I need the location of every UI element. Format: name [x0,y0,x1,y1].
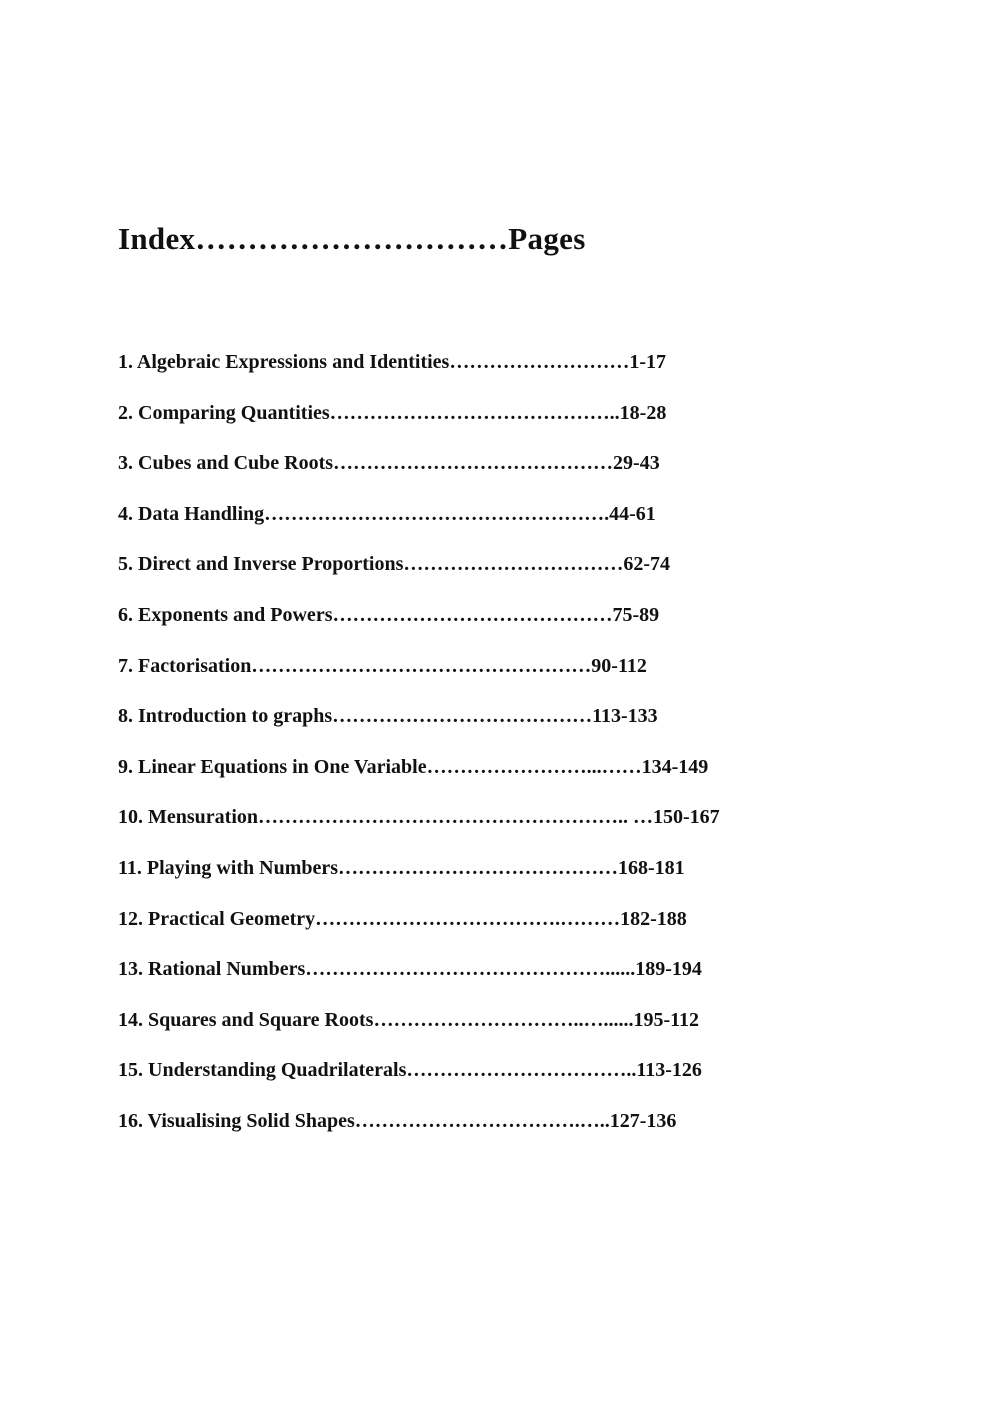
toc-entry-12: 12. Practical Geometry……………………………….………182-188 [118,907,687,930]
toc-entry-1: 1. Algebraic Expressions and Identities………………………1-17 [118,351,666,373]
toc-entry-9: 9. Linear Equations in One Variable……………………...……134-149 [118,755,709,778]
toc-entry-5: 5. Direct and Inverse Proportions……………………………62-74 [118,553,671,576]
toc-entry-10: 10. Mensuration……………………………………………….. …150-167 [118,806,720,829]
toc-entry-8: 8. Introduction to graphs…………………………………113-133 [118,705,658,728]
toc-entry-16: 16. Visualising Solid Shapes…………………………….…..127-136 [118,1109,677,1132]
toc-entry-13: 13. Rational Numbers………………………………………......189-194 [118,958,702,981]
toc-entry-15: 15. Understanding Quadrilaterals……………………………..113-126 [118,1059,702,1082]
toc-entry-3: 3. Cubes and Cube Roots……………………………………29-43 [118,452,660,475]
toc-entry-11: 11. Playing with Numbers……………………………………168-181 [118,856,685,879]
toc-entry-4: 4. Data Handling…………………………………………….44-61 [118,502,656,525]
index-heading: Index…………………………Pages [118,221,586,256]
toc-entry-14: 14. Squares and Square Roots…………………………..…......195-112 [118,1008,699,1031]
toc-entry-7: 7. Factorisation……………………………………………90-112 [118,654,647,677]
table-of-contents [118,348,720,1158]
toc-entry-6: 6. Exponents and Powers……………………………………75-89 [118,603,660,626]
toc-entry-2: 2. Comparing Quantities……………………………………..18-28 [118,401,667,424]
